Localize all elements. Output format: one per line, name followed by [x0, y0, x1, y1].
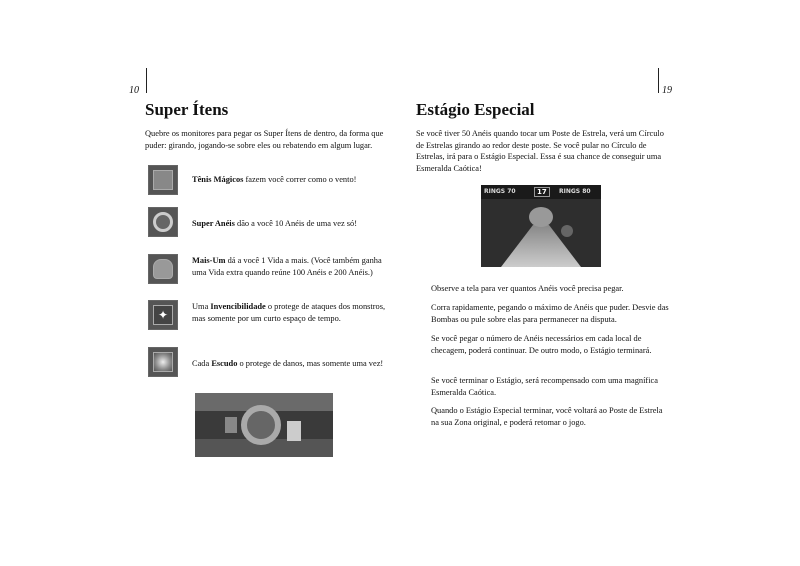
item-extra-life-name: Mais-Um — [192, 256, 226, 265]
right-page-number: 19 — [662, 85, 672, 96]
item-rings-text — [192, 218, 397, 230]
extra-life-monitor-icon — [148, 254, 178, 284]
right-page-rule — [658, 68, 659, 93]
left-page-rule — [146, 68, 147, 93]
item-invincibility-name: Invencibilidade — [210, 302, 266, 311]
item-shield-desc: o protege de danos, mas somente uma vez! — [237, 359, 384, 368]
special-stage-screenshot — [481, 185, 601, 267]
hud-rings-right: RINGS 80 — [559, 188, 591, 195]
item-invincibility-text — [192, 301, 397, 324]
right-intro-text: Se você tiver 50 Anéis quando tocar um Poste de Estrela, verá um Círculo de Estrelas girando ao redor deste poste. Se você pular no Círculo de Estrelas, irá para o Estágio Especial. Essa é sua chance de conseguir uma Esmeralda Caótica! — [416, 129, 664, 173]
right-paragraph-5: Quando o Estágio Especial terminar, você voltará ao Poste de Estrela na sua Zona original, e poderá retomar o jogo. — [431, 406, 663, 427]
left-page-number: 10 — [129, 85, 139, 96]
item-extra-life-text — [192, 255, 397, 278]
right-paragraph-3: Se você pegar o número de Anéis necessários em cada local de checagem, poderá continuar. De outro modo, o Estágio terminará. — [431, 334, 652, 355]
left-intro-text: Quebre os monitores para pegar os Super Ítens de dentro, da forma que puder: girando, jogando-se sobre eles ou rebatendo em algum lugar. — [145, 129, 384, 150]
left-game-screenshot — [195, 393, 333, 457]
item-sneakers-name: Tênis Mágicos — [192, 175, 244, 184]
left-page-title: Super Ítens — [145, 100, 229, 119]
invincibility-monitor-icon: ✦ — [148, 300, 178, 330]
ring-monitor-icon — [148, 207, 178, 237]
item-shield-text — [192, 358, 397, 370]
item-invincibility-pre: Uma — [192, 302, 211, 311]
item-sneakers-text — [192, 174, 397, 186]
right-paragraph-1: Observe a tela para ver quantos Anéis você precisa pegar. — [431, 284, 624, 293]
item-invincibility-desc: o protege de ataques dos monstros, mas somente por um curto espaço de tempo. — [192, 302, 386, 323]
item-shield-pre: Cada — [192, 359, 212, 368]
item-rings-name: Super Anéis — [192, 219, 235, 228]
sneakers-monitor-icon — [148, 165, 178, 195]
hud-center-counter: 17 — [534, 187, 550, 197]
right-paragraph-4: Se você terminar o Estágio, será recompensado com uma magnífica Esmeralda Caótica. — [431, 376, 658, 397]
item-shield-name: Escudo — [211, 359, 238, 368]
item-extra-life-desc: dá a você 1 Vida a mais. (Você também ganha uma Vida extra quando reúne 100 Anéis e 200 Anéis.) — [192, 256, 382, 277]
right-page-title: Estágio Especial — [416, 100, 535, 119]
hud-rings-left: RINGS 70 — [484, 188, 516, 195]
right-paragraph-2: Corra rapidamente, pegando o máximo de Anéis que puder. Desvie das Bombas ou pule sobre elas para permanecer na disputa. — [431, 303, 669, 324]
item-sneakers-desc: fazem você correr como o vento! — [243, 175, 357, 184]
shield-monitor-icon — [148, 347, 178, 377]
item-rings-desc: dão a você 10 Anéis de uma vez só! — [234, 219, 358, 228]
